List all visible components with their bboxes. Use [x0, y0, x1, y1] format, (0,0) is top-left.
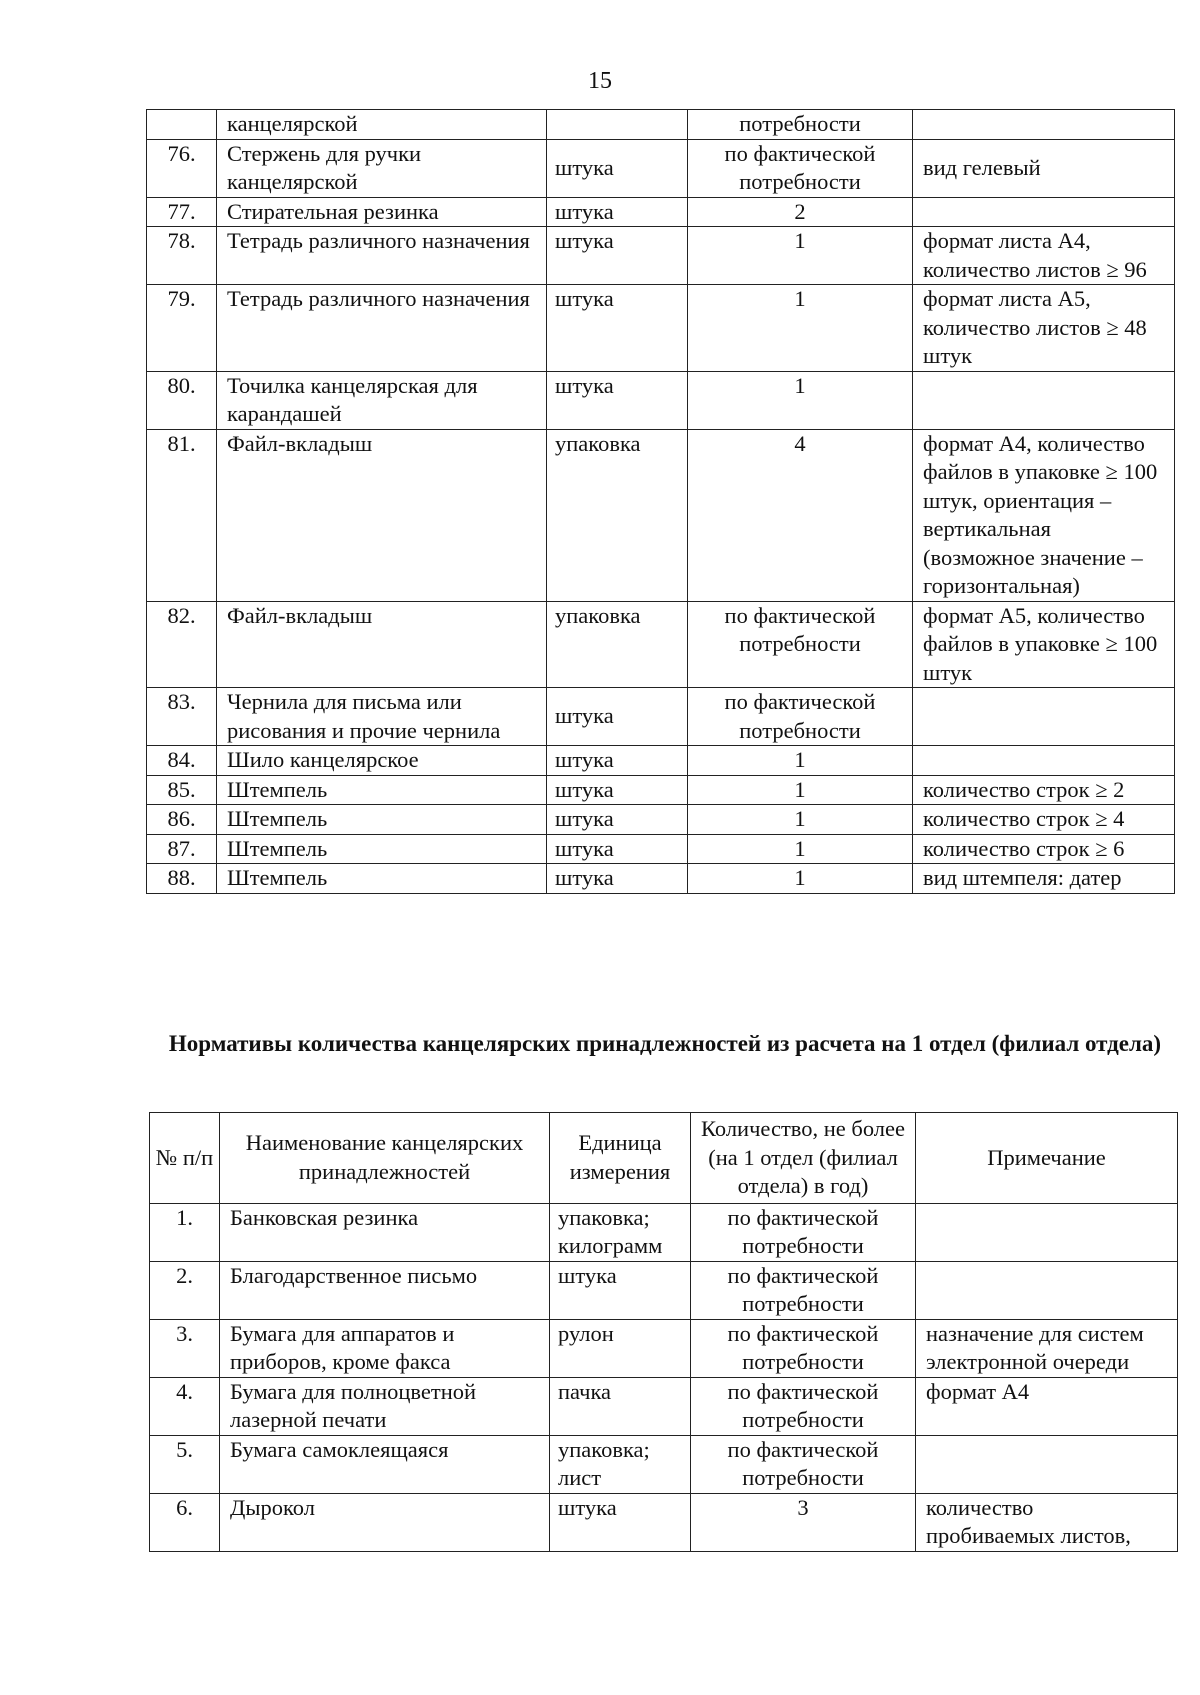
row-number: 81. [147, 429, 217, 601]
item-quantity: 1 [688, 285, 913, 372]
table-row [147, 746, 1175, 776]
department-supplies-table [149, 1112, 1178, 1552]
table-row [147, 110, 1175, 140]
item-unit: штука [550, 1493, 691, 1551]
item-unit: штука [547, 688, 688, 746]
item-quantity: 1 [688, 805, 913, 835]
item-name: канцелярской [217, 110, 547, 140]
row-number: 77. [147, 197, 217, 227]
row-number: 3. [150, 1319, 220, 1377]
item-name: Тетрадь различного назначения [217, 285, 547, 372]
item-name: Точилка канцелярская для карандашей [217, 371, 547, 429]
table-row [147, 688, 1175, 746]
item-quantity: по фактической потребности [691, 1319, 916, 1377]
item-note [913, 688, 1175, 746]
item-note [913, 371, 1175, 429]
item-note [916, 1261, 1178, 1319]
item-quantity: по фактической потребности [691, 1435, 916, 1493]
row-number: 88. [147, 864, 217, 894]
item-unit: штука [547, 746, 688, 776]
item-quantity: по фактической потребности [688, 601, 913, 688]
item-note: количество строк ≥ 6 [913, 834, 1175, 864]
item-note: количество строк ≥ 2 [913, 775, 1175, 805]
supplies-table-continued [146, 109, 1175, 894]
item-unit [547, 110, 688, 140]
row-number: 87. [147, 834, 217, 864]
item-name: Стержень для ручки канцелярской [217, 139, 547, 197]
table-row [147, 197, 1175, 227]
table-row [150, 1493, 1178, 1551]
row-number: 4. [150, 1377, 220, 1435]
table-row [147, 601, 1175, 688]
table-row [147, 371, 1175, 429]
item-unit: штука [547, 197, 688, 227]
item-note: формат листа А4, количество листов ≥ 96 [913, 227, 1175, 285]
item-name: Штемпель [217, 775, 547, 805]
item-name: Тетрадь различного назначения [217, 227, 547, 285]
row-number: 2. [150, 1261, 220, 1319]
table-row [147, 285, 1175, 372]
header-name: Наименование канцелярских принадлежностей [220, 1113, 550, 1204]
item-note [916, 1435, 1178, 1493]
item-note: формат листа А5, количество листов ≥ 48 штук [913, 285, 1175, 372]
item-quantity: 3 [691, 1493, 916, 1551]
item-unit: рулон [550, 1319, 691, 1377]
table-row [147, 834, 1175, 864]
item-name: Чернила для письма или рисования и прочие чернила [217, 688, 547, 746]
item-note: вид гелевый [913, 139, 1175, 197]
row-number: 80. [147, 371, 217, 429]
header-note: Примечание [916, 1113, 1178, 1204]
header-quantity: Количество, не более (на 1 отдел (филиал отдела) в год) [691, 1113, 916, 1204]
table-row [147, 139, 1175, 197]
item-name: Стирательная резинка [217, 197, 547, 227]
item-name: Штемпель [217, 805, 547, 835]
table-row [150, 1203, 1178, 1261]
item-name: Бумага для полноцветной лазерной печати [220, 1377, 550, 1435]
item-quantity: 1 [688, 227, 913, 285]
item-unit: штука [547, 285, 688, 372]
item-quantity: по фактической потребности [691, 1203, 916, 1261]
item-unit: упаковка; килограмм [550, 1203, 691, 1261]
table-row [150, 1435, 1178, 1493]
item-quantity: потребности [688, 110, 913, 140]
item-quantity: по фактической потребности [691, 1261, 916, 1319]
row-number: 6. [150, 1493, 220, 1551]
item-note: формат А4 [916, 1377, 1178, 1435]
item-unit: штука [547, 139, 688, 197]
item-quantity: по фактической потребности [691, 1377, 916, 1435]
page-number: 15 [588, 68, 612, 94]
item-quantity: 1 [688, 371, 913, 429]
item-note [916, 1203, 1178, 1261]
item-unit: штука [547, 834, 688, 864]
item-name: Банковская резинка [220, 1203, 550, 1261]
item-note: количество пробиваемых листов, [916, 1493, 1178, 1551]
item-name: Штемпель [217, 834, 547, 864]
row-number: 78. [147, 227, 217, 285]
row-number [147, 110, 217, 140]
row-number: 84. [147, 746, 217, 776]
item-unit: упаковка [547, 429, 688, 601]
item-quantity: 1 [688, 775, 913, 805]
item-name: Файл-вкладыш [217, 429, 547, 601]
row-number: 86. [147, 805, 217, 835]
item-name: Благодарственное письмо [220, 1261, 550, 1319]
item-note: формат А4, количество файлов в упаковке ≥ 100 штук, ориентация – вертикальная (возможное значение – горизонтальная) [913, 429, 1175, 601]
item-note [913, 110, 1175, 140]
item-unit: упаковка; лист [550, 1435, 691, 1493]
row-number: 5. [150, 1435, 220, 1493]
table-row [147, 805, 1175, 835]
row-number: 83. [147, 688, 217, 746]
table-header-row [150, 1113, 1178, 1204]
row-number: 1. [150, 1203, 220, 1261]
item-name: Дырокол [220, 1493, 550, 1551]
item-name: Файл-вкладыш [217, 601, 547, 688]
item-unit: штука [547, 775, 688, 805]
table-row [147, 864, 1175, 894]
table-row [150, 1261, 1178, 1319]
item-note [913, 746, 1175, 776]
row-number: 79. [147, 285, 217, 372]
item-unit: пачка [550, 1377, 691, 1435]
item-quantity: по фактической потребности [688, 688, 913, 746]
row-number: 76. [147, 139, 217, 197]
item-note: вид штемпеля: датер [913, 864, 1175, 894]
item-unit: штука [547, 864, 688, 894]
item-unit: упаковка [547, 601, 688, 688]
item-name: Шило канцелярское [217, 746, 547, 776]
item-unit: штука [547, 227, 688, 285]
item-quantity: 1 [688, 834, 913, 864]
item-unit: штука [550, 1261, 691, 1319]
item-name: Бумага самоклеящаяся [220, 1435, 550, 1493]
item-note [913, 197, 1175, 227]
item-quantity: 4 [688, 429, 913, 601]
section-title: Нормативы количества канцелярских принадлежностей из расчета на 1 отдел (филиал отдела) [168, 1031, 1162, 1056]
table-row [147, 429, 1175, 601]
row-number: 85. [147, 775, 217, 805]
item-unit: штука [547, 371, 688, 429]
item-unit: штука [547, 805, 688, 835]
item-quantity: 2 [688, 197, 913, 227]
table-row [147, 227, 1175, 285]
header-number: № п/п [150, 1113, 220, 1204]
table-row [150, 1377, 1178, 1435]
table-row [150, 1319, 1178, 1377]
item-name: Штемпель [217, 864, 547, 894]
row-number: 82. [147, 601, 217, 688]
item-quantity: по фактической потребности [688, 139, 913, 197]
item-note: формат А5, количество файлов в упаковке ≥ 100 штук [913, 601, 1175, 688]
item-note: назначение для систем электронной очереди [916, 1319, 1178, 1377]
table-row [147, 775, 1175, 805]
item-quantity: 1 [688, 746, 913, 776]
item-name: Бумага для аппаратов и приборов, кроме факса [220, 1319, 550, 1377]
header-unit: Единица измерения [550, 1113, 691, 1204]
item-note: количество строк ≥ 4 [913, 805, 1175, 835]
item-quantity: 1 [688, 864, 913, 894]
